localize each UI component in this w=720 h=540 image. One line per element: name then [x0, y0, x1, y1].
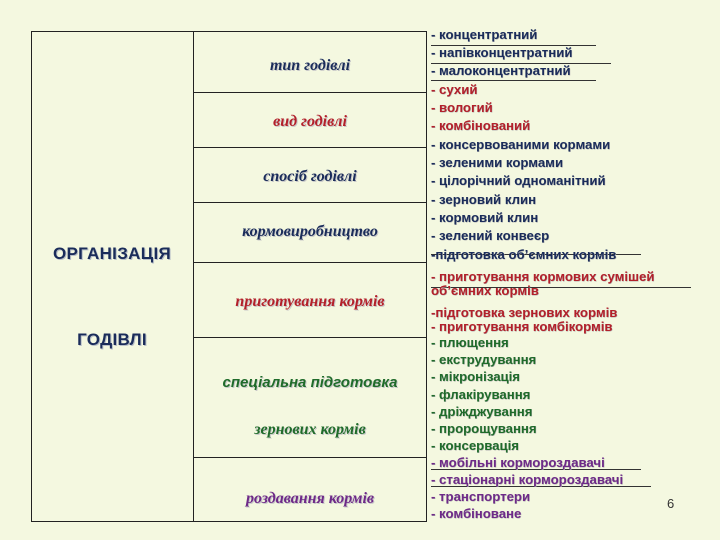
main-title-line2: ГОДІВЛІ [77, 330, 147, 349]
list-item: - флакірування [431, 387, 531, 402]
list-item: -підготовка зернових кормів [431, 305, 618, 320]
list-item: - зеленими кормами [431, 155, 564, 170]
row-divider [193, 262, 427, 263]
list-item: - цілорічний одноманітний [431, 173, 606, 188]
category-special-preparation: спеціальна підготовка [222, 374, 398, 391]
list-item: - приготування комбікормів [431, 319, 613, 334]
list-item: - приготування кормових сумішей об’ємних кормів [431, 269, 655, 298]
category-feeding-kind: вид годівлі [273, 113, 347, 130]
row-divider [193, 202, 427, 203]
list-item: - напівконцентратний [431, 45, 573, 60]
list-item: - консервація [431, 438, 519, 453]
list-item: - мобільні кормороздавачі [431, 455, 605, 470]
list-item: - зерновий клин [431, 192, 537, 207]
column-divider [193, 31, 194, 522]
category-grain-feeds: зернових кормів [254, 421, 366, 438]
list-item: - комбіноване [431, 506, 522, 521]
category-feed-production: кормовиробництво [242, 223, 378, 240]
table-frame [31, 31, 427, 522]
main-title-line1: ОРГАНІЗАЦІЯ [53, 244, 171, 263]
list-item: - сухий [431, 82, 478, 97]
list-item: - плющення [431, 335, 509, 350]
category-feed-preparation: приготування кормів [235, 293, 385, 310]
row-divider [193, 337, 427, 338]
list-item: - вологий [431, 100, 493, 115]
list-item: - транспортери [431, 489, 531, 504]
row-divider [193, 92, 427, 93]
list-item: - екструдування [431, 352, 537, 367]
page-number: 6 [667, 496, 675, 511]
list-item: - концентратний [431, 27, 538, 42]
underline [431, 80, 596, 81]
list-item: - мікронізація [431, 369, 520, 384]
list-item: - кормовий клин [431, 210, 539, 225]
list-item: - зелений конвеєр [431, 228, 550, 243]
list-item: - пророщування [431, 421, 537, 436]
list-item: - консервованими кормами [431, 137, 611, 152]
list-item: - дріжджування [431, 404, 533, 419]
list-item: - стаціонарні кормороздавачі [431, 472, 624, 487]
category-feed-distribution: роздавання кормів [245, 490, 375, 507]
category-feeding-method: спосіб годівлі [263, 168, 357, 185]
list-item: -підготовка об’ємних кормів [431, 247, 617, 262]
row-divider [193, 147, 427, 148]
row-divider [193, 457, 427, 458]
list-item: - малоконцентратний [431, 63, 571, 78]
category-feeding-type: тип годівлі [269, 57, 351, 74]
list-item: - комбінований [431, 118, 531, 133]
